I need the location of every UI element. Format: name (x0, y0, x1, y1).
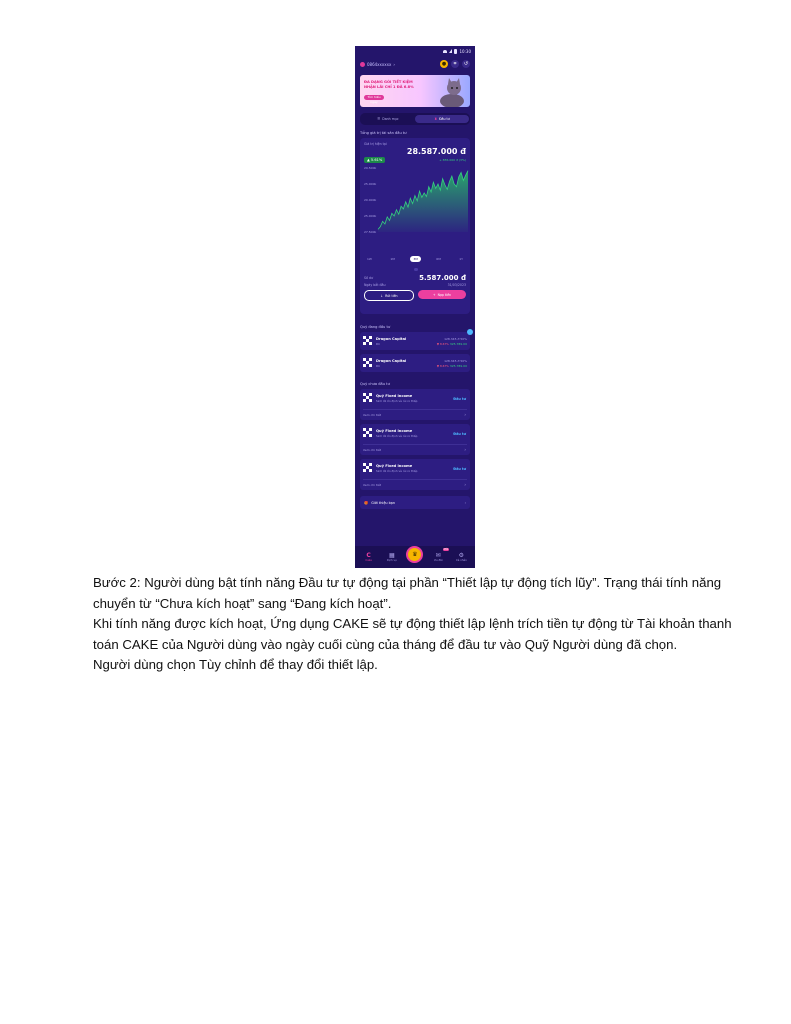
details-link[interactable]: Xem chi tiết (363, 413, 382, 417)
investment-section-title: Tổng giá trị tài sản đầu tư (360, 131, 407, 135)
cake-logo-icon: C (366, 551, 371, 559)
nav-center[interactable] (406, 552, 424, 563)
total-value: 28.587.000 đ (406, 147, 466, 156)
held-fund-card[interactable] (360, 354, 470, 372)
start-date-row (364, 283, 466, 287)
nav-profile-label: Cá nhân (455, 559, 467, 562)
chevron-right-icon: › (464, 500, 466, 505)
paragraph-step-2: Bước 2: Người dùng bật tính năng Đầu tư tự động tại phần “Thiết lập tự động tích lũy”. Trạng thái tính năng chuyển từ “Chưa kích hoạt” sang “Đang kích hoạt”. (93, 575, 722, 611)
grid-icon: ▦ (388, 551, 395, 559)
gear-icon: ⚙ (458, 551, 465, 559)
tab-portfolio-label: Danh mục (382, 117, 399, 121)
fund-name: Quỹ Fixed Income (376, 428, 413, 433)
app-screenshot (355, 46, 475, 568)
fund-name: Dragon Capital (376, 336, 407, 341)
fund-code: DC (376, 363, 381, 368)
new-badge: Mới (443, 548, 449, 551)
fund-description: Sinh lời ổn định và rủi ro thấp (376, 468, 418, 473)
nav-profile[interactable] (452, 552, 470, 562)
fund-code: DC (376, 341, 381, 346)
chevron-right-icon: › (464, 412, 466, 417)
signal-icon (449, 49, 452, 53)
referral-label: Giới thiệu bạn (371, 500, 396, 505)
referral-row[interactable] (360, 496, 470, 509)
invest-link[interactable]: Đầu tư (453, 397, 466, 401)
nav-services[interactable] (383, 552, 401, 562)
battery-icon (454, 49, 457, 54)
withdraw-button[interactable] (364, 290, 414, 301)
suggested-fund-card[interactable] (360, 389, 470, 420)
document-body (93, 573, 753, 676)
clock: 10:30 (459, 48, 471, 54)
chevron-right-icon: › (464, 447, 466, 452)
fund-percent: 50% (460, 336, 467, 341)
gain-value: + 855.000 đ (3%) (439, 158, 466, 162)
notification-dot (467, 329, 473, 335)
suggested-fund-card[interactable] (360, 459, 470, 490)
paragraph-customize: Người dùng chọn Tùy chỉnh để thay đổi thiết lập. (93, 657, 378, 672)
range-option[interactable]: 1M (390, 257, 395, 261)
fund-description: Sinh lời ổn định và rủi ro thấp (376, 433, 418, 438)
action-buttons (364, 290, 466, 301)
status-bar (355, 46, 475, 56)
fund-logo-icon (363, 336, 373, 346)
suggested-fund-card[interactable] (360, 424, 470, 455)
range-option[interactable]: 3M (410, 256, 421, 262)
arrow-down-icon: ↓ (380, 293, 384, 298)
y-tick-label: 20.000k (364, 198, 377, 202)
account-selector[interactable] (360, 62, 395, 67)
deposit-label: Nạp tiền (437, 292, 452, 297)
nav-home[interactable] (360, 552, 378, 562)
details-link[interactable]: Xem chi tiết (363, 448, 382, 452)
fund-change: ▼ 8.67% (436, 341, 449, 346)
start-date-value: 31/03/2023 (447, 283, 466, 287)
range-option[interactable]: 6M (436, 257, 441, 261)
invest-link[interactable]: Đầu tư (453, 432, 466, 436)
chart-area (378, 171, 468, 232)
fund-logo-icon (363, 463, 373, 473)
suggested-funds-title: Quỹ chưa đầu tư (360, 382, 390, 386)
balance-value: 5.587.000 đ (419, 274, 466, 282)
gift-icon: 🎁 (364, 500, 369, 505)
start-date-label: Ngày bắt đầu (364, 283, 386, 287)
fund-value: 325.789.00 (449, 341, 467, 346)
held-funds-title: Quỹ đang đầu tư (360, 325, 391, 329)
banner-text: ĐA DẠNG GÓI TIẾT KIỆM NHẬN LÃI CHỈ 1 ĐÃ 6.8% (364, 80, 414, 89)
fund-description: Sinh lời ổn định và rủi ro thấp (376, 398, 418, 403)
fund-change: ▼ 8.67% (436, 363, 449, 368)
y-tick-label: 29.500k (364, 166, 377, 170)
chevron-right-icon: › (393, 61, 395, 67)
chart-handle[interactable] (414, 268, 418, 271)
fund-logo-icon (363, 428, 373, 438)
paragraph-activation: Khi tính năng được kích hoạt, Ứng dụng CAKE sẽ tự động thiết lập lệnh trích tiền tự động từ Tài khoản thanh toán CAKE của Người dùng vào ngày cuối cùng của tháng để đầu tư vào Quỹ Người dùng đã chọn. (93, 616, 732, 652)
percent-badge: ▲ 5.61% (364, 157, 385, 163)
deposit-button[interactable] (418, 290, 466, 299)
y-tick-label: 27.500k (364, 230, 377, 234)
coin-icon[interactable]: ● (441, 61, 447, 67)
avatar (360, 62, 365, 67)
y-tick-label: 25.000k (364, 182, 377, 186)
bottom-nav (355, 546, 475, 568)
fund-amount: 128.345 đ (444, 336, 460, 341)
megaphone-icon: ✉ (435, 551, 441, 559)
tab-portfolio[interactable] (361, 115, 415, 123)
y-tick-label: 25.000k (364, 214, 377, 218)
fund-name: Dragon Capital (376, 358, 407, 363)
fund-amount: 128.345 đ (444, 358, 460, 363)
current-value-label: Giá trị hiện tại (364, 142, 387, 146)
nav-offers[interactable] (429, 548, 449, 562)
nav-offers-label: Ưu đãi (433, 559, 443, 562)
trophy-icon: ♜ (434, 117, 438, 121)
promo-banner[interactable] (360, 75, 470, 107)
fund-name: Quỹ Fixed Income (376, 463, 413, 468)
cat-illustration (432, 77, 466, 107)
range-selector (364, 256, 466, 262)
list-icon: ☰ (377, 117, 381, 121)
top-actions (440, 60, 470, 68)
support-icon[interactable]: ↺ (463, 61, 469, 67)
fund-logo-icon (363, 393, 373, 403)
details-link[interactable]: Xem chi tiết (363, 483, 382, 487)
account-id: 0864xxxxxx (367, 61, 392, 67)
investment-card (360, 138, 470, 314)
fund-percent: 50% (460, 358, 467, 363)
chevron-right-icon: › (464, 482, 466, 487)
divider (363, 444, 467, 445)
tab-invest-label: Đầu tư (439, 117, 450, 121)
fund-name: Quỹ Fixed Income (376, 393, 413, 398)
balance-label: Số dư (364, 276, 374, 280)
divider (363, 409, 467, 410)
balance-row (364, 274, 466, 282)
fund-logo-icon (363, 358, 373, 368)
trophy-icon: ♛ (406, 546, 423, 563)
nav-home-label: Cake (365, 559, 372, 562)
fund-value: 325.789.00 (449, 363, 467, 368)
nav-services-label: Dịch vụ (386, 559, 397, 562)
plus-icon: + (432, 292, 436, 297)
tab-invest[interactable] (415, 115, 469, 123)
range-option[interactable]: 1Y (459, 257, 463, 261)
held-fund-card[interactable] (360, 332, 470, 350)
invest-link[interactable]: Đầu tư (453, 467, 466, 471)
divider (363, 479, 467, 480)
wifi-icon (443, 50, 447, 53)
range-option[interactable]: 1W (367, 257, 372, 261)
scan-icon[interactable]: ⌗ (451, 60, 459, 68)
banner-button[interactable]: Tìm hiểu ngay (364, 95, 384, 100)
value-chart (360, 162, 472, 238)
withdraw-label: Rút tiền (385, 293, 398, 298)
tab-switcher (360, 113, 470, 125)
top-bar (355, 56, 475, 70)
